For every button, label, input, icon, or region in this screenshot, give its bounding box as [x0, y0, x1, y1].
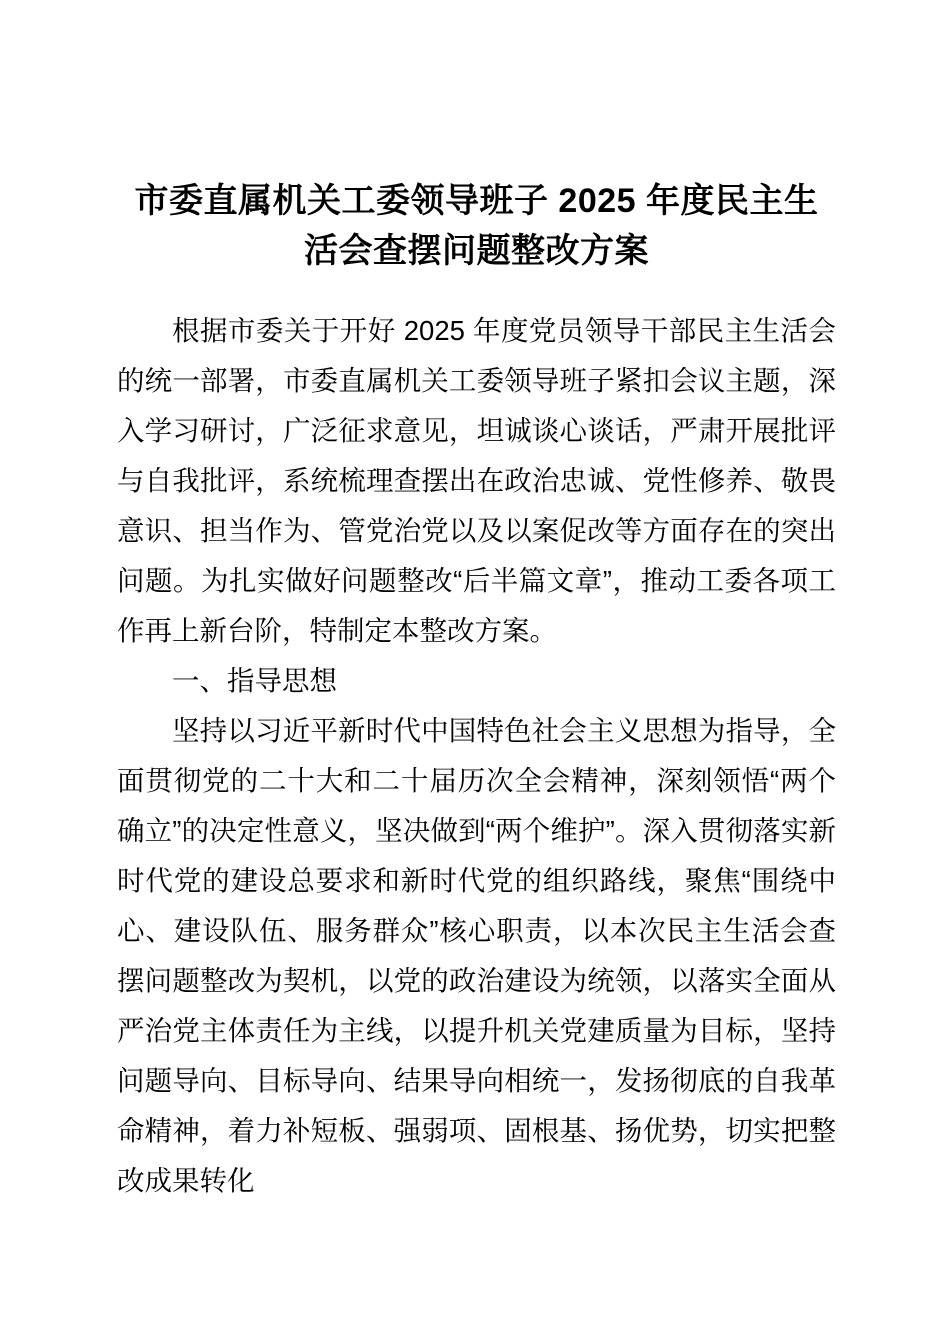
- paragraph-intro: 根据市委关于开好 2025 年度党员领导干部民主生活会的统一部署，市委直属机关工委领导班子紧扣会议主题，深入学习研讨，广泛征求意见，坦诚谈心谈话，严肃开展批评与自我批评，系统梳理查摆出在政治忠诚、党性修养、敬畏意识、担当作为、管党治党以及以案促改等方面存在的突出问题。为扎实做好问题整改“后半篇文章”，推动工委各项工作再上新台阶，特制定本整改方案。: [117, 315, 836, 646]
- document-title-line-1: 市委直属机关工委领导班子 2025 年度民主生: [134, 182, 819, 220]
- page-content-column: [117, 0, 836, 1206]
- section-heading-guiding-ideology: 一、指导思想: [172, 665, 337, 696]
- paragraph-guiding-ideology-body: 坚持以习近平新时代中国特色社会主义思想为指导，全面贯彻党的二十大和二十届历次全会精神，深刻领悟“两个确立”的决定性意义，坚决做到“两个维护”。深入贯彻落实新时代党的建设总要求和新时代党的组织路线，聚焦“围绕中心、建设队伍、服务群众”核心职责，以本次民主生活会查摆问题整改为契机，以党的政治建设为统领，以落实全面从严治党主体责任为主线，以提升机关党建质量为目标，坚持问题导向、目标导向、结果导向相统一，发扬彻底的自我革命精神，着力补短板、强弱项、固根基、扬优势，切实把整改成果转化: [117, 715, 836, 1196]
- document-title-line-2: 活会查摆问题整改方案: [304, 232, 649, 270]
- document-title: [117, 0, 836, 276]
